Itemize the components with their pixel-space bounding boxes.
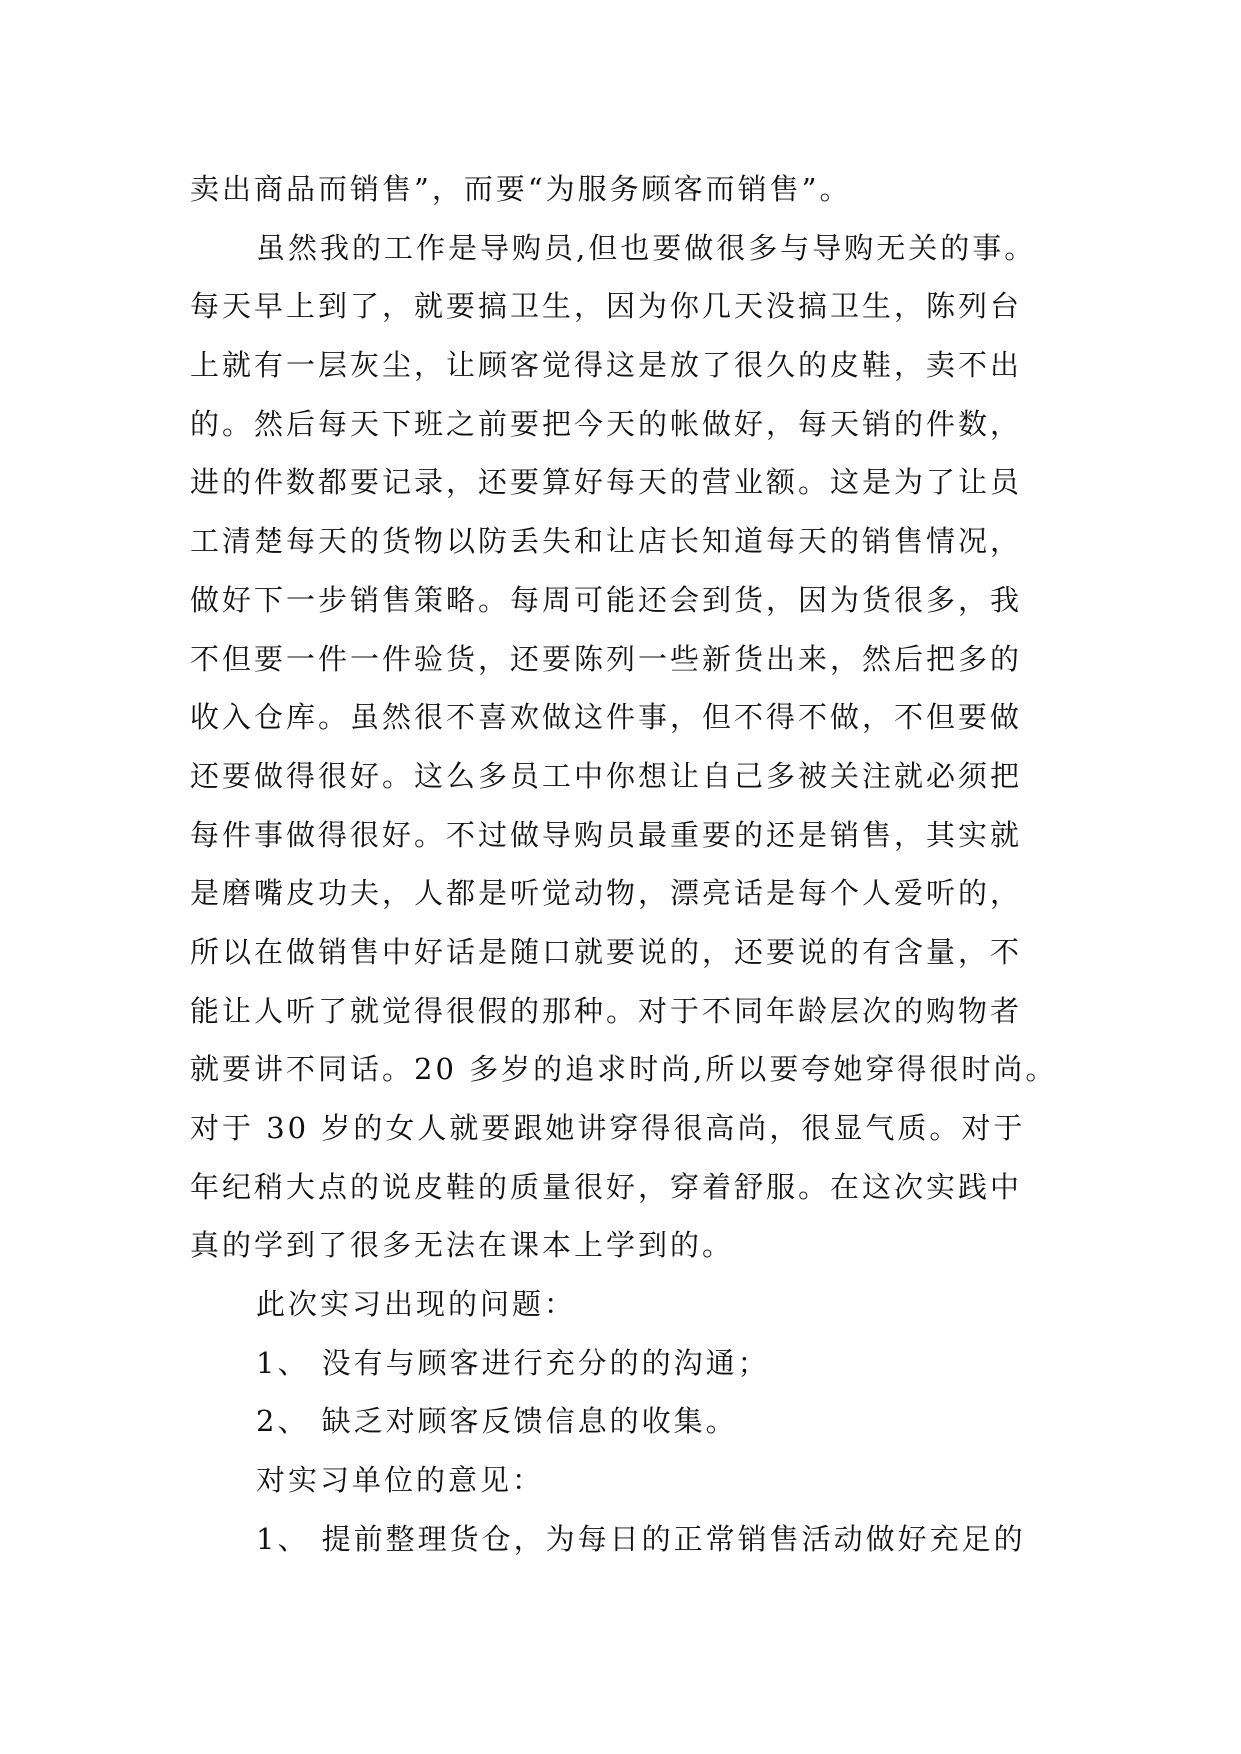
list-item: 2、 缺乏对顾客反馈信息的收集。 [256,1404,738,1439]
text-line: 年纪稍大点的说皮鞋的质量很好，穿着舒服。在这次实践中 [190,1169,1023,1204]
text-line: 收入仓库。虽然很不喜欢做这件事，但不得不做，不但要做 [190,700,1023,735]
text-line: 还要做得很好。这么多员工中你想让自己多被关注就必须把 [190,758,1023,793]
text-line: 工清楚每天的货物以防丢失和让店长知道每天的销售情况， [190,524,1023,559]
text-line: 每件事做得很好。不过做导购员最重要的还是销售，其实就 [190,817,1023,852]
text-line: 做好下一步销售策略。每周可能还会到货，因为货很多，我 [190,582,1023,617]
text-line: 就要讲不同话。20 多岁的追求时尚,所以要夸她穿得很时尚。 [190,1052,1058,1087]
text-line: 能让人听了就觉得很假的那种。对于不同年龄层次的购物者 [190,993,1023,1028]
text-line: 真的学到了很多无法在课本上学到的。 [190,1228,735,1263]
text-line: 每天早上到了，就要搞卫生，因为你几天没搞卫生，陈列台 [190,289,1023,324]
text-line: 卖出商品而销售”，而要“为服务顾客而销售”。 [190,172,852,206]
text-line: 的。然后每天下班之前要把今天的帐做好，每天销的件数， [190,406,1023,441]
text-line: 所以在做销售中好话是随口就要说的，还要说的有含量，不 [190,934,1023,969]
paragraph-first-line: 虽然我的工作是导购员,但也要做很多与导购无关的事。 [256,230,1037,265]
text-line: 上就有一层灰尘，让顾客觉得这是放了很久的皮鞋，卖不出 [190,348,1023,383]
text-line: 不但要一件一件验货，还要陈列一些新货出来，然后把多的 [190,641,1023,676]
section-heading-problems: 此次实习出现的问题： [256,1287,577,1322]
list-item: 1、 没有与顾客进行充分的的沟通； [256,1345,770,1380]
list-item: 1、 提前整理货仓，为每日的正常销售活动做好充足的 [256,1521,1026,1556]
text-line: 对于 30 岁的女人就要跟她讲穿得很高尚，很显气质。对于 [190,1111,1026,1145]
text-line: 进的件数都要记录，还要算好每天的营业额。这是为了让员 [190,465,1023,500]
text-line: 是磨嘴皮功夫，人都是听觉动物，漂亮话是每个人爱听的， [190,876,1023,911]
body-text [190,160,1070,1569]
section-heading-suggestions: 对实习单位的意见： [256,1463,545,1498]
